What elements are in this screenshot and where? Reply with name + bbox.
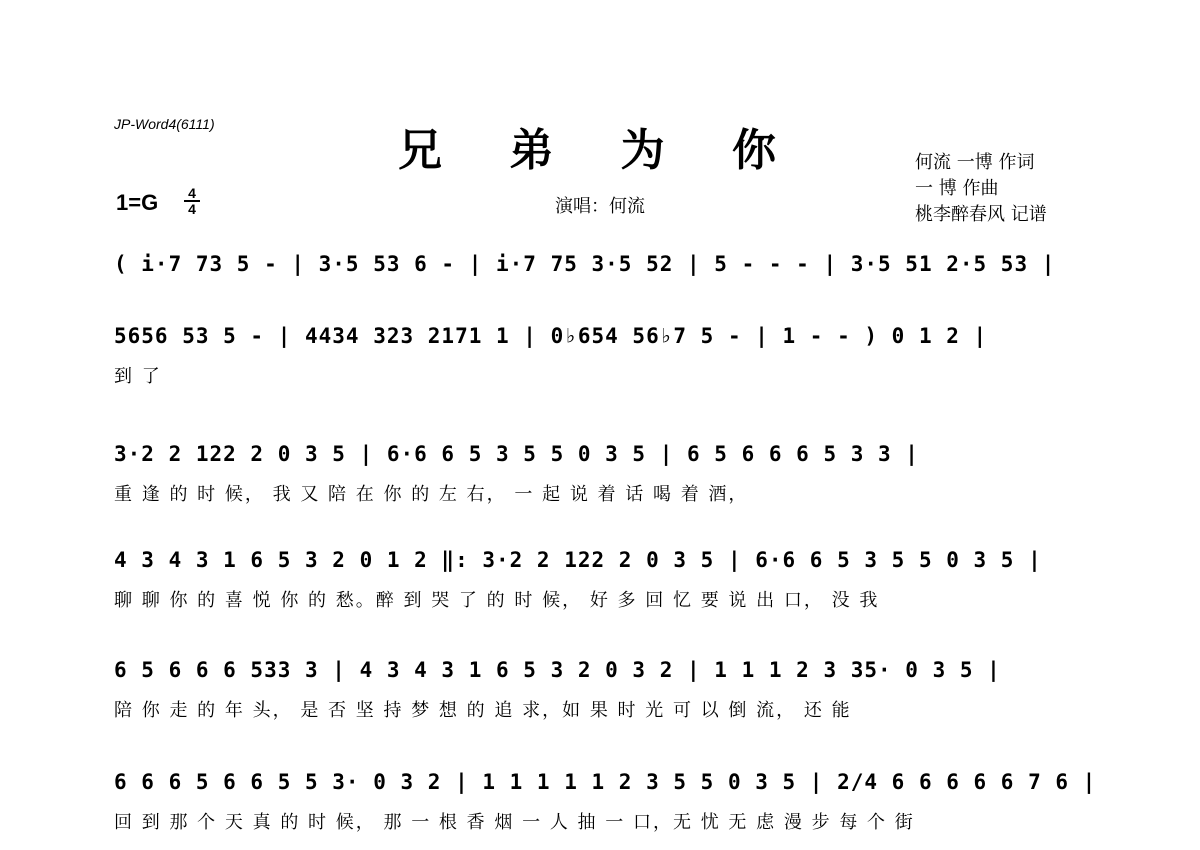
score-line-1 bbox=[114, 252, 1094, 290]
score-line-6 bbox=[114, 770, 1097, 834]
credits-block bbox=[915, 150, 1047, 228]
score-line-3 bbox=[114, 442, 1094, 506]
lyrics-line: 陪 你 走 的 年 头， 是 否 坚 持 梦 想 的 追 求，如 果 时 光 可 以 倒 流， 还 能 bbox=[114, 700, 852, 721]
notation-line: 3·2 2 122 2 0 3 5 | 6·6 6 5 3 5 5 0 3 5 | 6 5 6 6 6 5 3 3 | bbox=[114, 442, 919, 466]
notation-line: 6 6 6 5 6 6 5 5 3· 0 3 2 | 1 1 1 1 1 2 3 5 5 0 3 5 | 2/4 6 6 6 6 6 7 6 | bbox=[114, 770, 1097, 794]
notation-line: 4 3 4 3 1 6 5 3 2 0 1 2 ‖: 3·2 2 122 2 0 3 5 | 6·6 6 5 3 5 5 0 3 5 | bbox=[114, 548, 1042, 572]
composer-credit: 一 博 作曲 bbox=[915, 178, 999, 199]
key-signature: 1=G bbox=[116, 190, 159, 215]
lyrics-line: 聊 聊 你 的 喜 悦 你 的 愁。醉 到 哭 了 的 时 候， 好 多 回 忆 要 说 出 口， 没 我 bbox=[114, 590, 880, 611]
time-signature-top: 4 bbox=[184, 186, 200, 202]
lyricist-credit: 何流 一博 作词 bbox=[915, 152, 1035, 173]
score-line-4 bbox=[114, 548, 1094, 612]
notation-line: 5656 53 5 - | 4434 323 2171 1 | 0♭654 56♭7 5 - | 1 - - ) 0 1 2 | bbox=[114, 324, 988, 348]
lyrics-line: 回 到 那 个 天 真 的 时 候， 那 一 根 香 烟 一 人 抽 一 口，无 忧 无 虑 漫 步 每 个 街 bbox=[114, 812, 915, 833]
time-signature-bottom: 4 bbox=[188, 201, 196, 217]
song-title: 兄 弟 为 你 bbox=[398, 125, 802, 176]
lyrics-line: 到 了 bbox=[114, 366, 162, 387]
watermark-label: JP-Word4(6111) bbox=[114, 116, 215, 132]
transcriber-credit: 桃李醉春风 记谱 bbox=[915, 204, 1047, 225]
notation-line: 6 5 6 6 6 533 3 | 4 3 4 3 1 6 5 3 2 0 3 2 | 1 1 1 2 3 35· 0 3 5 | bbox=[114, 658, 1001, 682]
score-line-2 bbox=[114, 324, 1094, 388]
lyrics-line: 重 逢 的 时 候， 我 又 陪 在 你 的 左 右， 一 起 说 着 话 喝 着 酒， bbox=[114, 484, 749, 505]
notation-line: ( i·7 73 5 - | 3·5 53 6 - | i·7 75 3·5 52 | 5 - - - | 3·5 51 2·5 53 | bbox=[114, 252, 1056, 276]
score-line-5 bbox=[114, 658, 1094, 722]
singer-label: 演唱：何流 bbox=[555, 196, 645, 217]
